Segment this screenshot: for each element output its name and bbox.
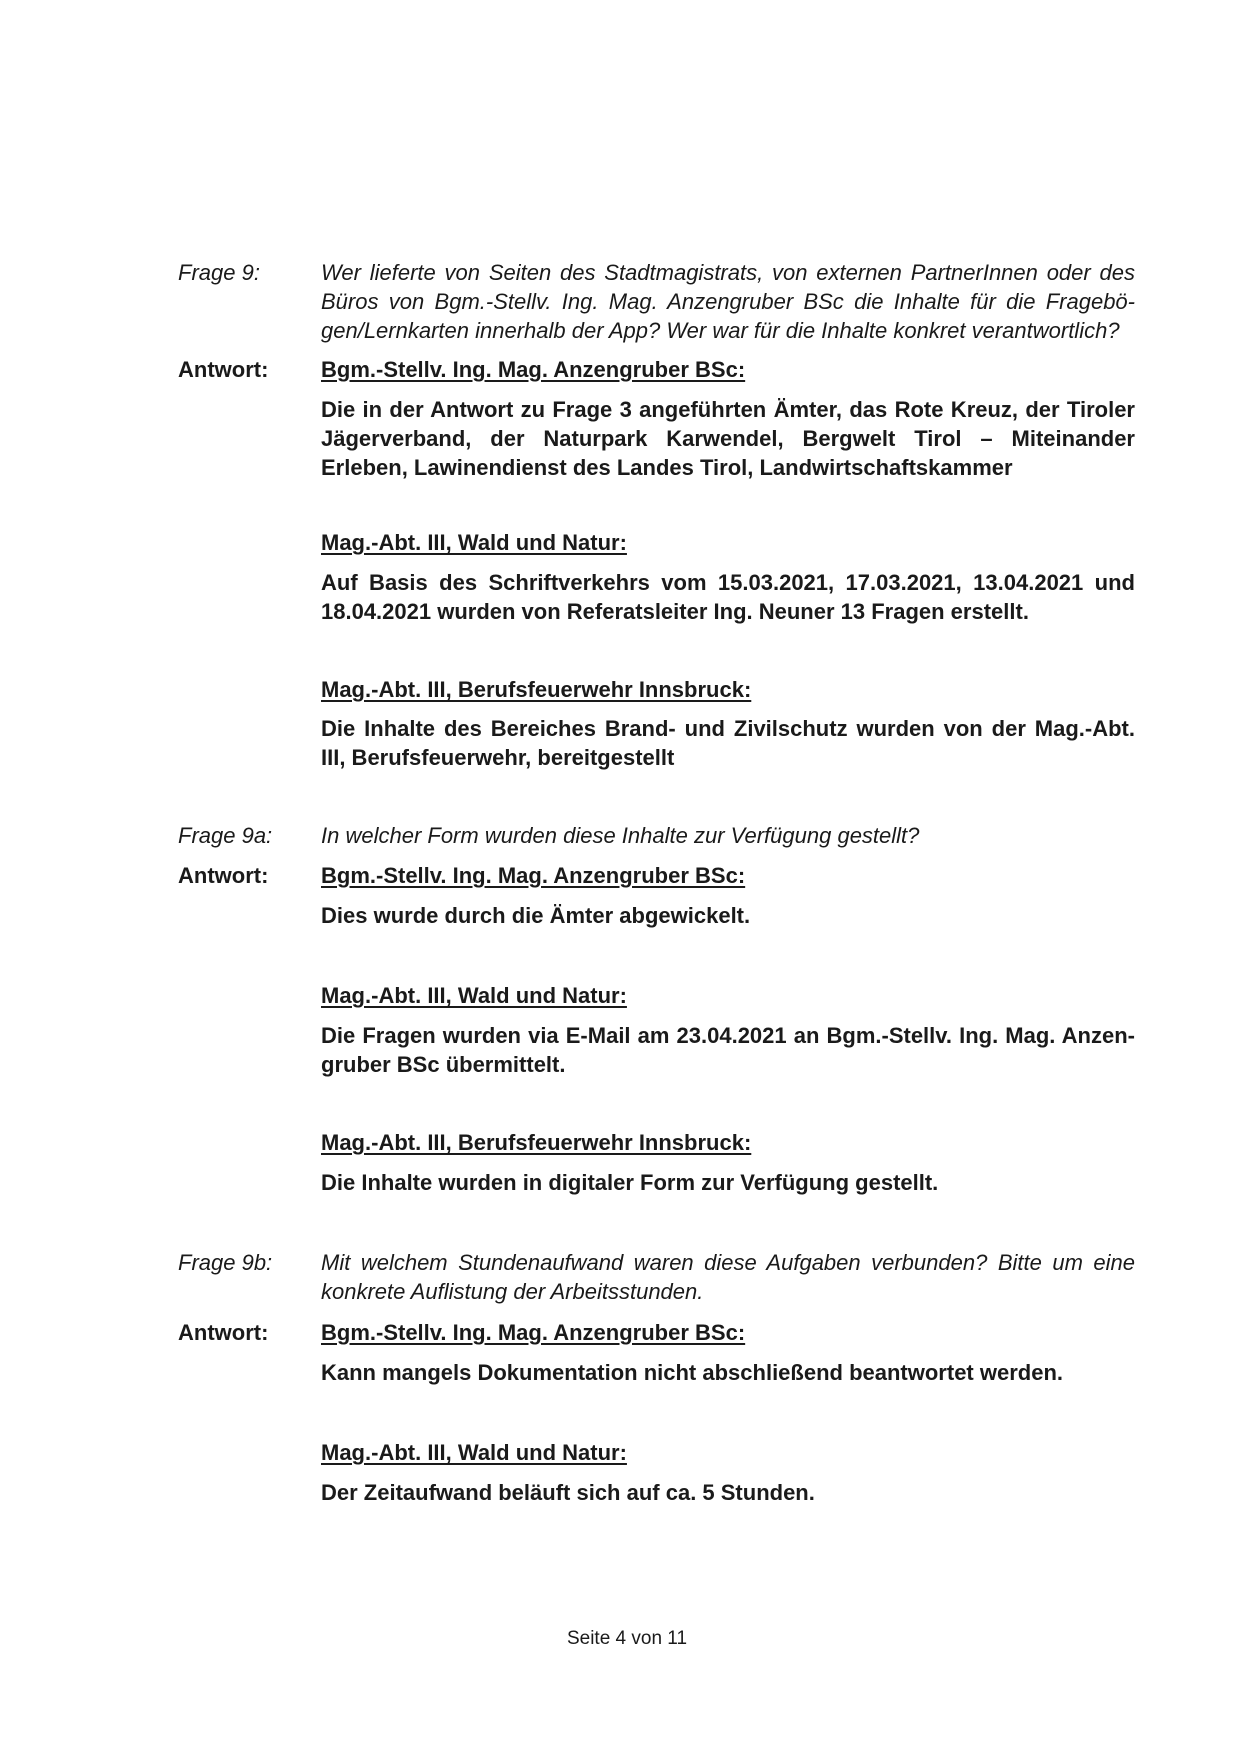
answer-9b-text-mayor: Kann mangels Dokumentation nicht abschließend beantwortet werden. (321, 1360, 1063, 1385)
answer-9a-text-mayor: Dies wurde durch die Ämter abgewickelt. (321, 903, 751, 928)
answer-9-heading-forest: Mag.-Abt. III, Wald und Natur: (321, 530, 627, 555)
answer-9-text-forest: Auf Basis des Schriftverkehrs vom 15.03.2021, 17.03.2021, 13.04.2021 und 18.04.2021 wurden von Referatsleiter Ing. Neuner 13 Fragen erstellt. (321, 570, 1135, 624)
answer-9b-heading-forest: Mag.-Abt. III, Wald und Natur: (321, 1440, 627, 1465)
answer-9a-text-firebrigade: Die Inhalte wurden in digitaler Form zur Verfügung gestellt. (321, 1170, 939, 1195)
answer-9b-label: Antwort: (178, 1320, 269, 1345)
answer-9-heading-mayor: Bgm.-Stellv. Ing. Mag. Anzengruber BSc: (321, 357, 746, 382)
page-number: Seite 4 von 11 (566, 1628, 688, 1649)
question-9a-text: In welcher Form wurden diese Inhalte zur Verfügung gestellt? (321, 823, 920, 848)
question-9a-label: Frage 9a: (178, 823, 273, 848)
answer-9a-heading-firebrigade: Mag.-Abt. III, Berufsfeuerwehr Innsbruck: (321, 1130, 752, 1155)
answer-9a-text-forest: Die Fragen wurden via E-Mail am 23.04.2021 an Bgm.-Stellv. Ing. Mag. Anzengruber BSc übermittelt. (321, 1023, 1135, 1077)
answer-9a-heading-forest: Mag.-Abt. III, Wald und Natur: (321, 983, 627, 1008)
answer-9b-heading-mayor: Bgm.-Stellv. Ing. Mag. Anzengruber BSc: (321, 1320, 746, 1345)
answer-9-text-firebrigade: Die Inhalte des Bereiches Brand- und Zivilschutz wurden von der Mag.-Abt. III, Berufsfeuerwehr, bereitgestellt (321, 716, 1135, 770)
question-9-text: Wer lieferte von Seiten des Stadtmagistrats, von externen PartnerInnen oder des Büros von Bgm.-Stellv. Ing. Mag. Anzengruber BSc die Inhalte für die Fragebögen/Lernkarten innerhalb der App? Wer war für die Inhalte konkret verantwortlich? (321, 260, 1135, 343)
question-9-label: Frage 9: (178, 260, 260, 285)
answer-9b-text-forest: Der Zeitaufwand beläuft sich auf ca. 5 Stunden. (321, 1480, 815, 1505)
question-9b-text: Mit welchem Stundenaufwand waren diese Aufgaben verbunden? Bitte um eine konkrete Auflistung der Arbeitsstunden. (321, 1250, 1135, 1304)
answer-9a-heading-mayor: Bgm.-Stellv. Ing. Mag. Anzengruber BSc: (321, 863, 746, 888)
answer-9-text-mayor: Die in der Antwort zu Frage 3 angeführten Ämter, das Rote Kreuz, der Tiroler Jägerverband, der Naturpark Karwendel, Bergwelt Tirol – Miteinander Erleben, Lawinendienst des Landes Tirol, Landwirtschaftskammer (321, 397, 1135, 480)
answer-9-heading-firebrigade: Mag.-Abt. III, Berufsfeuerwehr Innsbruck: (321, 677, 752, 702)
answer-9-label: Antwort: (178, 357, 269, 382)
answer-9a-label: Antwort: (178, 863, 269, 888)
question-9b-label: Frage 9b: (178, 1250, 273, 1275)
